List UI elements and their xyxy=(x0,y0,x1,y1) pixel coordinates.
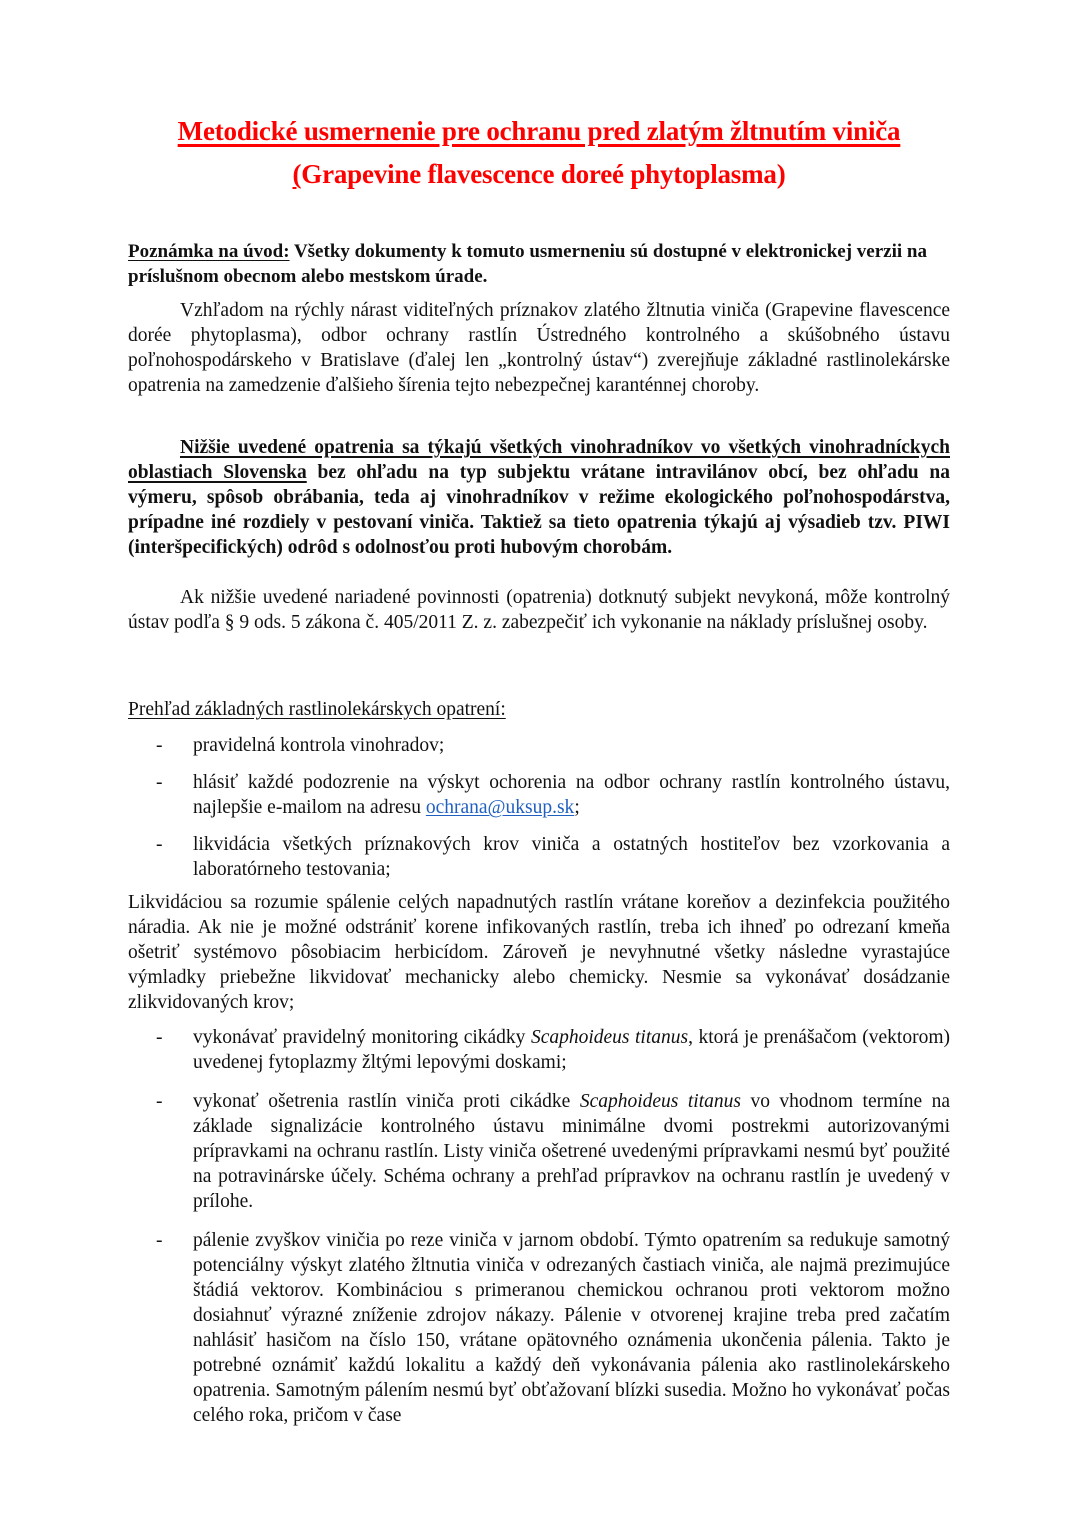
list-item xyxy=(128,1089,950,1214)
list-item-text: likvidácia všetkých príznakových krov viniča a ostatných hostiteľov bez vzorkovania a laboratórneho testovania; xyxy=(193,834,950,880)
subtitle-open-paren: ( xyxy=(292,159,302,189)
dash-bullet-icon: - xyxy=(156,772,163,793)
scope-underlined-text: Nižšie uvedené opatrenia sa týkajú všetkých vinohradníkov vo všetkých vinohradníckych oblastiach Slovenska xyxy=(128,437,950,483)
dash-bullet-icon: - xyxy=(156,1230,163,1251)
measures-list-basic xyxy=(128,733,950,894)
list-item-text: pravidelná kontrola vinohradov; xyxy=(193,735,445,756)
email-link[interactable]: ochrana@uksup.sk xyxy=(425,797,575,818)
list-item-text-end: ; xyxy=(574,797,580,818)
document-title-text: Metodické usmernenie pre ochranu pred zlatým žltnutím viniča xyxy=(177,116,901,146)
species-name: Scaphoideus titanus xyxy=(579,1091,741,1112)
overview-heading-text: Prehľad základných rastlinolekárskych opatrení: xyxy=(128,699,506,720)
list-item-text: hlásiť každé podozrenie na výskyt ochorenia na odbor ochrany rastlín kontrolného ústavu, najlepšie e-mailom na adresu xyxy=(193,772,950,818)
list-item xyxy=(128,770,950,820)
intro-note xyxy=(128,239,950,289)
list-item-text: pálenie zvyškov viničia po reze viniča v jarnom období. Týmto opatrením sa redukuje samotný potenciálny výskyt zlatého žltnutia viniča v odrezaných častiach viniča, ale najmä prezimujúce štádiá vektorov. Kombináciou s primeranou chemickou ochranou proti vektorom možno dosiahnuť výrazné zníženie zdrojov nákazy. Pálenie v otvorenej krajine treba pred začatím nahlásiť hasičom na číslo 150, vrátane opätovného oznámenia ukončenia pálenia. Takto je potrebné oznámiť každú lokalitu a každý deň vykonávania pálenia ako rastlinolekárskeho opatrenia. Samotným pálením nesmú byť obťažovaní blízki susedia. Možno ho vykonávať počas celého roka, pričom v čase xyxy=(193,1230,950,1426)
paragraph-scope xyxy=(128,435,950,560)
measures-list-vector xyxy=(128,1025,950,1442)
dash-bullet-icon: - xyxy=(156,1027,163,1048)
document-title xyxy=(128,114,950,148)
dash-bullet-icon: - xyxy=(156,1091,163,1112)
species-name: Scaphoideus titanus xyxy=(530,1027,689,1048)
list-item-text-end: , ktorá je prenášačom (vektorom) uvedenej fytoplazmy žltými lepovými doskami; xyxy=(193,1027,950,1073)
list-item-text-end: vo vhodnom termíne na základe signalizácie kontrolného ústavu minimálne dvomi postrekmi autorizovanými prípravkami na ochranu rastlín. Listy viniča ošetrené uvedenými prípravkami nesmú byť použité na potravinárske účely. Schéma ochrany a prehľad prípravkov na ochranu rastlín je uvedený v prílohe. xyxy=(193,1091,950,1212)
list-item xyxy=(128,832,950,882)
list-item xyxy=(128,1025,950,1075)
list-item-text: vykonať ošetrenia rastlín viniča proti cikádke xyxy=(193,1091,580,1112)
list-item xyxy=(128,733,950,758)
scope-text: bez ohľadu na typ subjektu vrátane intravilánov obcí, bez ohľadu na výmeru, spôsob obrábania, teda aj vinohradníkov v režime ekologického poľnohospodárstva, prípadne iné rozdiely v pestovaní viniča. Taktiež sa tieto opatrenia týkajú aj výsadieb tzv. PIWI (interšpecifických) odrôd s odolnosťou proti hubovým chorobám. xyxy=(128,462,950,558)
document-subtitle xyxy=(128,157,950,191)
intro-note-text: Všetky dokumenty k tomuto usmerneniu sú dostupné v elektronickej verzii na príslušnom obecnom alebo mestskom úrade. xyxy=(128,241,927,287)
list-item xyxy=(128,1228,950,1428)
dash-bullet-icon: - xyxy=(156,735,163,756)
paragraph-intro: Vzhľadom na rýchly nárast viditeľných príznakov zlatého žltnutia viniča (Grapevine flavescence dorée phytoplasma), odbor ochrany rastlín Ústredného kontrolného a skúšobného ústavu poľnohospodárskeho v Bratislave (ďalej len „kontrolný ústav“) zverejňuje základné rastlinolekárske opatrenia na zamedzenie ďalšieho šírenia tejto nebezpečnej karanténnej choroby. xyxy=(128,300,950,396)
dash-bullet-icon: - xyxy=(156,834,163,855)
paragraph-enforcement: Ak nižšie uvedené nariadené povinnosti (opatrenia) dotknutý subjekt nevykoná, môže kontrolný ústav podľa § 9 ods. 5 zákona č. 405/2011 Z. z. zabezpečiť ich vykonanie na náklady príslušnej osoby. xyxy=(128,587,950,633)
list-item-text: vykonávať pravidelný monitoring cikádky xyxy=(193,1027,531,1048)
overview-heading xyxy=(128,697,950,722)
intro-note-label: Poznámka na úvod: xyxy=(128,241,290,262)
subtitle-text: Grapevine flavescence doreé phytoplasma) xyxy=(301,159,786,189)
paragraph-liquidation: Likvidáciou sa rozumie spálenie celých napadnutých rastlín vrátane koreňov a dezinfekcia použitého náradia. Ak nie je možné odstrániť korene infikovaných rastlín, treba ich ihneď po odrezaní kmeňa ošetriť systémovo pôsobiacim herbicídom. Zároveň je nevyhnutné všetky následne vyrastajúce výmladky priebežne likvidovať mechanicky alebo chemicky. Nesmie sa vykonávať dosádzanie zlikvidovaných krov; xyxy=(128,892,950,1013)
